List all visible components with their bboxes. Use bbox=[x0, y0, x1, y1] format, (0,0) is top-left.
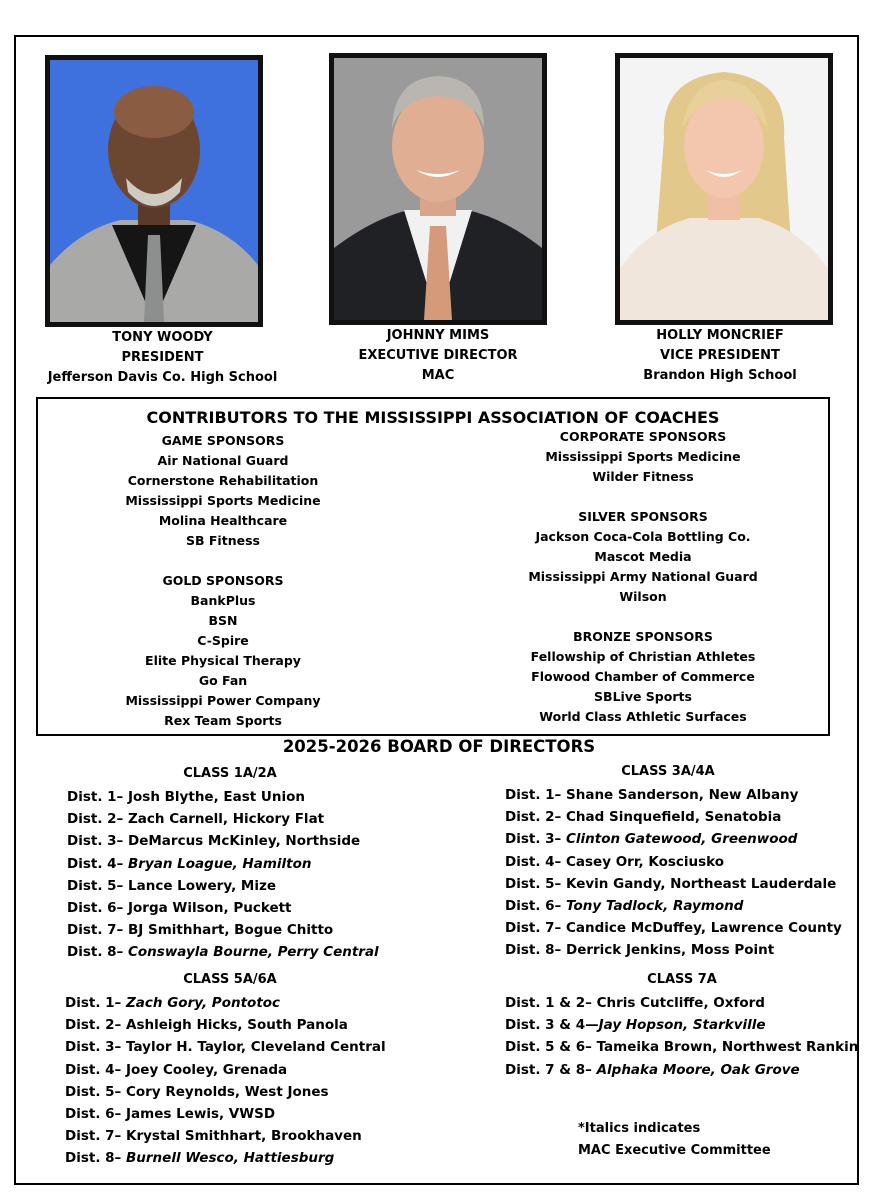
sponsor-item: Flowood Chamber of Commerce bbox=[531, 669, 755, 684]
district-row: Dist. 5 & 6– Tameika Brown, Northwest Rankin bbox=[505, 1039, 859, 1056]
sponsor-item: Air National Guard bbox=[157, 453, 289, 468]
district-row: Dist. 3– Taylor H. Taylor, Cleveland Central bbox=[65, 1039, 386, 1056]
gold-sponsors-heading: GOLD SPONSORS bbox=[162, 573, 284, 588]
officer-org: Brandon High School bbox=[643, 368, 797, 383]
note-line: MAC Executive Committee bbox=[578, 1143, 771, 1158]
district-row: Dist. 1– Shane Sanderson, New Albany bbox=[505, 787, 799, 803]
district-row: Dist. 2– Chad Sinquefield, Senatobia bbox=[505, 809, 782, 826]
italics-note bbox=[578, 1118, 771, 1162]
district-row: Dist. 6– Tony Tadlock, Raymond bbox=[505, 898, 744, 915]
district-row: Dist. 1– Josh Blythe, East Union bbox=[67, 789, 306, 805]
district-row: Dist. 5– Lance Lowery, Mize bbox=[67, 877, 276, 894]
corporate-sponsors-heading: CORPORATE SPONSORS bbox=[559, 429, 727, 444]
district-row: Dist. 3 & 4—Jay Hopson, Starkville bbox=[505, 1017, 766, 1034]
district-row: Dist. 1– Zach Gory, Pontotoc bbox=[65, 995, 281, 1011]
sponsor-item: Fellowship of Christian Athletes bbox=[530, 649, 756, 664]
officer-title: PRESIDENT bbox=[121, 350, 204, 365]
district-row: Dist. 8– Conswayla Bourne, Perry Central bbox=[67, 944, 379, 961]
district-row: Dist. 8– Derrick Jenkins, Moss Point bbox=[505, 942, 775, 959]
silver-sponsors-heading: SILVER SPONSORS bbox=[578, 509, 708, 524]
district-row: Dist. 5– Kevin Gandy, Northeast Lauderdale bbox=[505, 875, 837, 892]
note-line: *Italics indicates bbox=[578, 1121, 701, 1136]
district-row: Dist. 4– Casey Orr, Kosciusko bbox=[505, 853, 725, 870]
district-row: Dist. 3– Clinton Gatewood, Greenwood bbox=[505, 831, 798, 848]
sponsor-item: Wilder Fitness bbox=[592, 469, 694, 484]
sponsor-item: Mississippi Sports Medicine bbox=[125, 493, 321, 508]
district-row: Dist. 4– Joey Cooley, Grenada bbox=[65, 1061, 288, 1078]
officer-caption-vice-president bbox=[600, 326, 840, 386]
district-row: Dist. 4– Bryan Loague, Hamilton bbox=[67, 855, 312, 872]
officer-caption-president bbox=[30, 328, 295, 388]
officer-name: HOLLY MONCRIEF bbox=[656, 328, 784, 343]
sponsors-left-column bbox=[108, 431, 338, 731]
district-row: Dist. 2– Ashleigh Hicks, South Panola bbox=[65, 1017, 348, 1034]
class-1a2a-list bbox=[67, 786, 379, 964]
officer-org: Jefferson Davis Co. High School bbox=[47, 370, 278, 385]
district-row: Dist. 1 & 2– Chris Cutcliffe, Oxford bbox=[505, 995, 765, 1011]
class-1a2a-heading: CLASS 1A/2A bbox=[183, 766, 277, 781]
sponsors-right-column bbox=[518, 427, 768, 727]
district-row: Dist. 7 & 8– Alphaka Moore, Oak Grove bbox=[505, 1061, 800, 1078]
district-row: Dist. 2– Zach Carnell, Hickory Flat bbox=[67, 811, 325, 828]
officer-caption-executive-director bbox=[318, 326, 558, 386]
sponsor-item: BankPlus bbox=[190, 593, 256, 608]
sponsor-item: World Class Athletic Surfaces bbox=[539, 709, 747, 724]
class-3a4a-heading: CLASS 3A/4A bbox=[621, 764, 715, 779]
sponsor-item: C-Spire bbox=[197, 633, 249, 648]
district-row: Dist. 7– Krystal Smithhart, Brookhaven bbox=[65, 1128, 362, 1145]
district-row: Dist. 8– Burnell Wesco, Hattiesburg bbox=[65, 1150, 335, 1167]
photo-holly-moncrief bbox=[615, 53, 833, 325]
sponsor-item: Mississippi Army National Guard bbox=[528, 569, 758, 584]
district-row: Dist. 6– Jorga Wilson, Puckett bbox=[67, 900, 292, 917]
officer-title: VICE PRESIDENT bbox=[660, 348, 780, 363]
photo-johnny-mims bbox=[329, 53, 547, 325]
contributors-box bbox=[36, 397, 830, 736]
sponsor-item: Go Fan bbox=[198, 673, 248, 688]
sponsor-item: SB Fitness bbox=[186, 533, 260, 548]
sponsor-item: Rex Team Sports bbox=[164, 713, 282, 728]
sponsor-item: SBLive Sports bbox=[594, 689, 692, 704]
officer-org: MAC bbox=[421, 368, 455, 383]
officer-title: EXECUTIVE DIRECTOR bbox=[358, 348, 518, 363]
district-row: Dist. 7– BJ Smithhart, Bogue Chitto bbox=[67, 922, 334, 939]
game-sponsors-heading: GAME SPONSORS bbox=[161, 433, 285, 448]
class-5a6a-list bbox=[65, 992, 386, 1170]
class-7a-list bbox=[505, 992, 858, 1081]
sponsor-item: Molina Healthcare bbox=[158, 513, 288, 528]
contributors-title: CONTRIBUTORS TO THE MISSISSIPPI ASSOCIATION OF COACHES bbox=[146, 408, 720, 427]
photo-tony-woody bbox=[45, 55, 263, 327]
district-row: Dist. 6– James Lewis, VWSD bbox=[65, 1106, 276, 1123]
class-7a-heading: CLASS 7A bbox=[647, 972, 717, 987]
officer-name: TONY WOODY bbox=[112, 330, 213, 345]
sponsor-item: Mississippi Sports Medicine bbox=[545, 449, 741, 464]
class-3a4a-list bbox=[505, 784, 842, 962]
district-row: Dist. 5– Cory Reynolds, West Jones bbox=[65, 1083, 329, 1100]
sponsor-item: BSN bbox=[208, 613, 238, 628]
class-5a6a-heading: CLASS 5A/6A bbox=[183, 972, 277, 987]
sponsor-item: Wilson bbox=[619, 589, 667, 604]
board-title: 2025-2026 BOARD OF DIRECTORS bbox=[282, 737, 596, 756]
officer-name: JOHNNY MIMS bbox=[386, 328, 490, 343]
sponsor-item: Jackson Coca-Cola Bottling Co. bbox=[535, 529, 751, 544]
sponsor-item: Elite Physical Therapy bbox=[145, 653, 301, 668]
district-row: Dist. 3– DeMarcus McKinley, Northside bbox=[67, 833, 361, 850]
sponsor-item: Mascot Media bbox=[594, 549, 692, 564]
sponsor-item: Mississippi Power Company bbox=[125, 693, 321, 708]
sponsor-item: Cornerstone Rehabilitation bbox=[127, 473, 319, 488]
district-row: Dist. 7– Candice McDuffey, Lawrence County bbox=[505, 920, 842, 937]
bronze-sponsors-heading: BRONZE SPONSORS bbox=[573, 629, 713, 644]
